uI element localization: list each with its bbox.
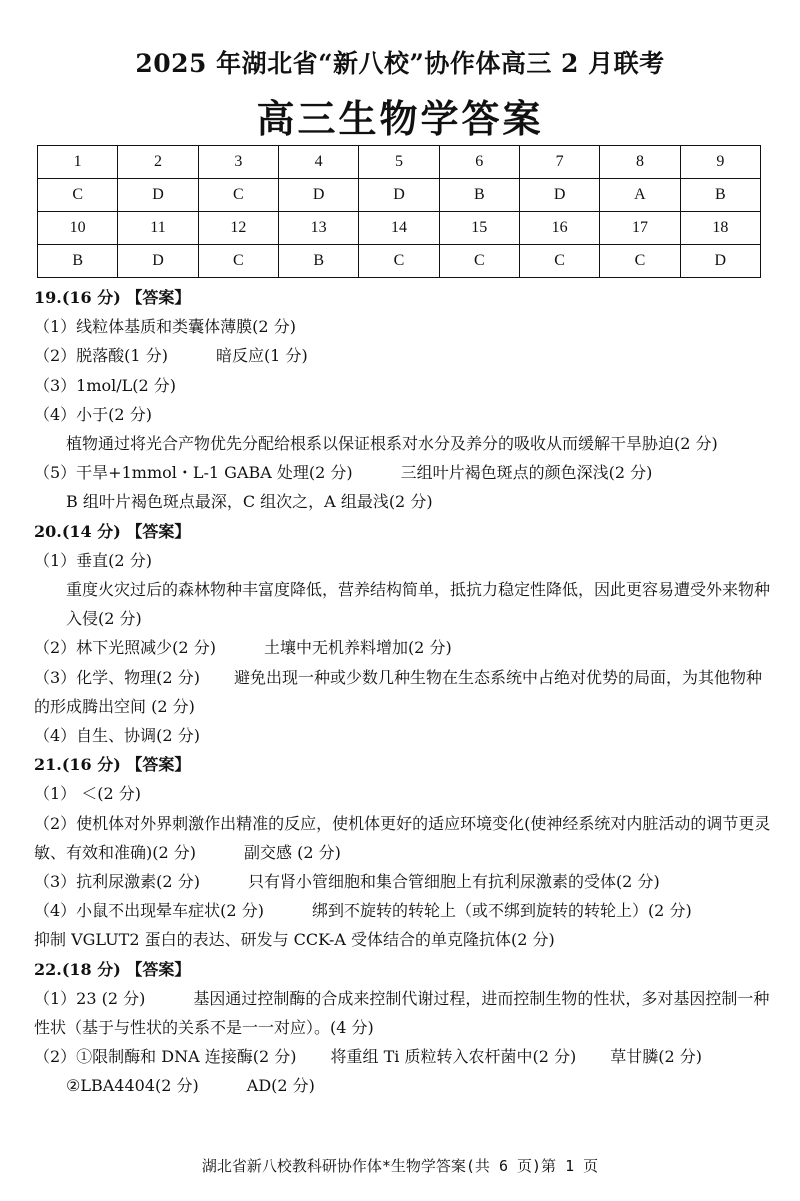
answer-text: （4）小于(2 分): [34, 404, 152, 424]
answer-tag: 【答案】: [126, 288, 191, 307]
question-score: (16 分): [61, 288, 121, 307]
answer-key-table: [37, 145, 761, 278]
answer-tag: 【答案】: [126, 521, 191, 541]
answer-line: [34, 809, 774, 867]
table-cell: 8: [600, 146, 680, 179]
answer-line: [34, 663, 774, 721]
answer-line: [34, 925, 774, 954]
answer-line: [34, 633, 774, 662]
page-footer: 湖北省新八校教科研协作体*生物学答案(共 6 页)第 1 页: [201, 1157, 599, 1175]
answer-line: [34, 721, 774, 750]
answer-text: 重度火灾过后的森林物种丰富度降低，营养结构简单，抵抗力稳定性降低，因此更容易遭受外来物种入侵(2 分): [66, 580, 771, 629]
answer-text: （5）干旱+1mmol・L-1 GABA 处理(2 分): [34, 463, 353, 483]
table-cell: 13: [278, 212, 358, 245]
answer-text: （1） ＜(2 分): [34, 784, 142, 804]
answer-line: [34, 341, 774, 370]
table-cell: D: [278, 179, 358, 212]
answer-text: 绑到不旋转的转轮上（或不绑到旋转的转轮上）(2 分): [311, 901, 692, 921]
answer-text: （4）小鼠不出现晕车症状(2 分): [34, 901, 264, 921]
answer-line: [34, 429, 774, 458]
table-cell: 4: [278, 146, 358, 179]
answers-content: [34, 283, 774, 1101]
answer-tag: 【答案】: [126, 755, 191, 775]
answer-text: （1）23 (2 分): [34, 988, 146, 1008]
answer-text: 只有肾小管细胞和集合管细胞上有抗利尿激素的受体(2 分): [247, 872, 660, 892]
answer-text: （3）抗利尿激素(2 分): [34, 872, 200, 892]
table-cell: B: [439, 179, 519, 212]
question-19-heading: [34, 283, 774, 312]
table-cell: 14: [359, 212, 439, 245]
answer-tag: 【答案】: [126, 959, 191, 979]
table-cell: 1: [38, 146, 118, 179]
answer-line: [34, 1042, 774, 1071]
table-cell: 6: [439, 146, 519, 179]
document-title: 高三生物学答案: [256, 96, 544, 141]
answer-line: [34, 1071, 774, 1100]
answer-line: [34, 896, 774, 925]
answer-line: [34, 487, 774, 516]
question-number: 22.: [34, 959, 62, 979]
table-row-question-numbers: [38, 212, 761, 245]
answer-text: （4）自生、协调(2 分): [34, 726, 200, 746]
table-cell: A: [600, 179, 680, 212]
table-cell: 10: [38, 212, 118, 245]
question-score: (18 分): [61, 959, 121, 979]
answer-text: 草甘膦(2 分): [610, 1047, 702, 1067]
answer-line: [34, 867, 774, 896]
answer-text: （2）脱落酸(1 分): [34, 346, 168, 366]
answer-line: [34, 779, 774, 808]
table-cell: 12: [198, 212, 278, 245]
answer-text: 土壤中无机养料增加(2 分): [263, 638, 452, 658]
table-cell: C: [38, 179, 118, 212]
answer-line: [34, 546, 774, 575]
table-row-answers: [38, 179, 761, 212]
answer-line: [34, 400, 774, 429]
table-cell: 18: [680, 212, 760, 245]
answer-text: 暗反应(1 分): [215, 346, 308, 366]
answer-text: （2）使机体对外界刺激作出精准的反应，使机体更好的适应环境变化(使神经系统对内脏活动的调节更灵敏、有效和准确)(2 分): [34, 813, 771, 862]
table-cell: D: [519, 179, 599, 212]
table-cell: 15: [439, 212, 519, 245]
question-number: 20.: [34, 521, 62, 541]
answer-text: AD(2 分): [246, 1076, 315, 1096]
question-number: 19.: [34, 288, 62, 307]
table-cell: C: [600, 245, 680, 278]
answer-text: 副交感 (2 分): [244, 842, 341, 862]
answer-text: B 组叶片褐色斑点最深，C 组次之，A 组最浅(2 分): [66, 492, 433, 512]
question-number: 21.: [34, 755, 62, 775]
answer-text: 基因通过控制酶的合成来控制代谢过程，进而控制生物的性状，多对基因控制一种性状（基于与性状的关系不是一一对应）。(4 分): [34, 988, 770, 1038]
table-cell: C: [198, 179, 278, 212]
table-cell: B: [278, 245, 358, 278]
answer-text: （2）①限制酶和 DNA 连接酶(2 分): [34, 1047, 297, 1067]
table-cell: B: [680, 179, 760, 212]
answer-text: （3）化学、物理(2 分): [34, 667, 200, 687]
table-cell: 3: [198, 146, 278, 179]
question-22-heading: [34, 955, 774, 984]
table-cell: C: [359, 245, 439, 278]
table-cell: B: [38, 245, 118, 278]
answer-line: [34, 458, 774, 487]
table-cell: 17: [600, 212, 680, 245]
table-cell: D: [680, 245, 760, 278]
answer-text: 抑制 VGLUT2 蛋白的表达、研发与 CCK-A 受体结合的单克隆抗体(2 分): [34, 930, 555, 950]
table-cell: 2: [118, 146, 198, 179]
answer-line: [34, 984, 774, 1042]
question-score: (14 分): [61, 521, 121, 541]
exam-title: 2025 年湖北省“新八校”协作体高三 2 月联考: [135, 49, 665, 78]
answer-text: 避免出现一种或少数几种生物在生态系统中占绝对优势的局面，为其他物种的形成腾出空间 (2 分): [34, 667, 762, 716]
table-cell: D: [359, 179, 439, 212]
table-row-question-numbers: [38, 146, 761, 179]
table-cell: C: [519, 245, 599, 278]
answer-line: [34, 371, 774, 400]
answer-line: [34, 575, 774, 633]
table-cell: 5: [359, 146, 439, 179]
question-21-heading: [34, 750, 774, 779]
answer-text: （3）1mol/L(2 分): [34, 375, 177, 395]
table-cell: C: [439, 245, 519, 278]
table-cell: 7: [519, 146, 599, 179]
answer-text: （1）垂直(2 分): [34, 550, 152, 570]
table-cell: 9: [680, 146, 760, 179]
table-cell: 11: [118, 212, 198, 245]
answer-text: 将重组 Ti 质粒转入农杆菌中(2 分): [330, 1047, 577, 1067]
answer-text: （1）线粒体基质和类囊体薄膜(2 分): [34, 317, 296, 337]
table-cell: D: [118, 179, 198, 212]
answer-text: ②LBA4404(2 分): [66, 1076, 199, 1096]
answer-text: 三组叶片褐色斑点的颜色深浅(2 分): [400, 463, 653, 483]
question-score: (16 分): [61, 755, 121, 775]
table-row-answers: [38, 245, 761, 278]
question-20-heading: [34, 517, 774, 546]
table-cell: C: [198, 245, 278, 278]
answer-text: （2）林下光照减少(2 分): [34, 638, 216, 658]
answer-line: [34, 312, 774, 341]
table-cell: 16: [519, 212, 599, 245]
answer-text: 植物通过将光合产物优先分配给根系以保证根系对水分及养分的吸收从而缓解干旱胁迫(2 分): [66, 434, 718, 454]
table-cell: D: [118, 245, 198, 278]
